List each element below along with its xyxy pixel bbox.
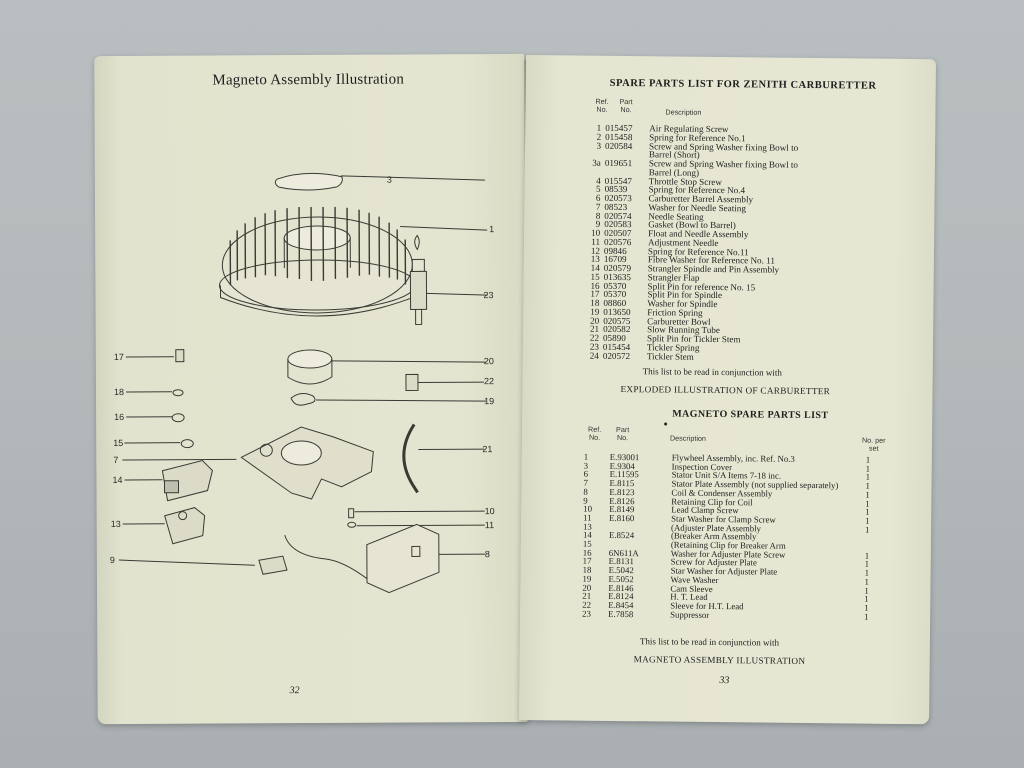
ref-no: 10 <box>583 503 593 514</box>
description: Tickler Spring <box>646 342 700 353</box>
ref-no: 19 <box>582 573 592 584</box>
description: Stator Plate Assembly (not supplied separately) <box>671 478 839 491</box>
ref-no: 16 <box>590 280 600 291</box>
ref-no: 20 <box>582 582 592 593</box>
qty: 1 <box>865 454 871 465</box>
qty: 1 <box>864 550 870 561</box>
qty: 1 <box>865 463 871 474</box>
part-no: 020575 <box>603 315 631 326</box>
left-page <box>94 54 527 724</box>
table-row <box>583 351 796 362</box>
part-no: 020574 <box>604 210 632 221</box>
callout-3: 3 <box>386 174 392 185</box>
ref-no: 8 <box>583 486 588 497</box>
description: Washer for Spindle <box>647 298 718 310</box>
part-no: 013635 <box>603 271 632 282</box>
qty: 1 <box>864 567 870 578</box>
part-no: 05370 <box>603 280 627 291</box>
ref-no: 8 <box>595 210 601 221</box>
ref-no: 2 <box>596 131 602 142</box>
sleeve-drawing <box>406 374 418 390</box>
part-no: 013650 <box>603 306 631 317</box>
description: Spring for Reference No.11 <box>647 245 749 257</box>
ref-no: 3 <box>596 140 602 151</box>
description: Flywheel Assembly, inc. Ref. No.3 <box>671 452 795 464</box>
part-no: E.8115 <box>609 478 635 489</box>
description: Adjustment Needle <box>647 237 719 248</box>
qty: 1 <box>865 506 870 517</box>
part-no: 015457 <box>605 122 633 134</box>
description: Spring for Reference No.4 <box>648 184 746 196</box>
callout-16: 16 <box>114 411 125 423</box>
mag-header-qty-line1: No. per <box>861 435 886 445</box>
description: (Adjuster Plate Assembly <box>671 522 762 534</box>
description: Coil & Condenser Assembly <box>671 487 773 499</box>
part-no: 09846 <box>603 245 627 256</box>
lead-clamp-screw-drawing <box>349 509 354 518</box>
carburetter-list-title: SPARE PARTS LIST FOR ZENITH CARBURETTER <box>609 77 877 92</box>
magneto-list-title: MAGNETO SPARE PARTS LIST <box>672 408 829 422</box>
callout-22: 22 <box>483 376 495 387</box>
callout-15: 15 <box>113 437 124 449</box>
callout-20: 20 <box>483 356 494 367</box>
stator-plate-drawing <box>241 427 373 500</box>
description: Sleeve for H.T. Lead <box>670 600 744 612</box>
ref-no: 11 <box>583 512 592 523</box>
description: Carburetter Barrel Assembly <box>648 193 754 205</box>
callout-1: 1 <box>489 224 495 235</box>
ht-lead-drawing <box>404 424 418 492</box>
callout-23: 23 <box>483 290 494 301</box>
description: Split Pin for reference No. 15 <box>647 280 756 292</box>
part-no: E.5052 <box>608 573 634 584</box>
callout-10: 10 <box>484 506 495 517</box>
carb-header-ref-line2: No. <box>596 104 608 114</box>
description: Fibre Washer for Reference No. 11 <box>647 254 775 266</box>
cam-sleeve-drawing <box>288 349 486 384</box>
part-no: 16709 <box>603 254 627 265</box>
carburetter-reference: EXPLODED ILLUSTRATION OF CARBURETTER <box>620 384 831 397</box>
description: Strangler Flap <box>647 272 700 283</box>
description: Gasket (Bowl to Barrel) <box>648 219 736 231</box>
qty: 1 <box>865 489 870 500</box>
part-no: E.8454 <box>608 599 634 611</box>
carb-header-part-line2: No. <box>620 104 632 115</box>
description: Split Pin for Spindle <box>647 289 723 301</box>
table-row <box>582 608 869 622</box>
inspection-cover-drawing <box>275 173 342 190</box>
mag-header-ref <box>588 426 601 442</box>
part-no: 6N611A <box>608 547 639 558</box>
description: (Breaker Arm Assembly <box>670 530 757 542</box>
description: Inspection Cover <box>671 461 733 472</box>
ref-no: 3 <box>583 460 589 471</box>
coil-condenser-drawing <box>285 524 485 593</box>
description: Retaining Clip for Coil <box>671 496 753 507</box>
mag-header-desc: Description <box>669 433 706 443</box>
star-washer-11-drawing <box>348 522 356 527</box>
description: Cam Sleeve <box>670 583 713 594</box>
wave-washer-drawing <box>291 393 315 405</box>
part-no: E.8146 <box>608 582 634 593</box>
callout-18: 18 <box>113 386 125 398</box>
ref-no: 24 <box>589 350 599 361</box>
description: Star Washer for Adjuster Plate <box>670 565 778 577</box>
ref-no: 7 <box>583 477 588 488</box>
description: Barrel (Short) <box>648 149 700 161</box>
qty: 1 <box>864 593 869 604</box>
description: Friction Spring <box>647 307 703 318</box>
part-no: E.8126 <box>609 495 635 506</box>
part-no: E.8149 <box>609 504 635 515</box>
suppressor-drawing <box>410 235 487 324</box>
callout-9: 9 <box>109 555 115 566</box>
right-page <box>519 55 936 724</box>
carb-header-part <box>619 98 632 114</box>
part-no: 08860 <box>603 297 627 309</box>
carburetter-parts-table <box>583 124 799 362</box>
part-no: E.7858 <box>608 608 634 619</box>
page-number-left: 32 <box>289 685 300 697</box>
ref-no: 21 <box>589 323 600 335</box>
ref-no: 6 <box>583 469 589 480</box>
mag-header-part-line2: No. <box>616 432 629 443</box>
ref-no: 16 <box>582 547 592 558</box>
ref-no: 1 <box>596 122 602 133</box>
mag-header-part <box>616 426 629 442</box>
ref-no: 3a <box>592 157 601 168</box>
screw-17-drawing <box>176 350 184 362</box>
part-no: 019651 <box>604 157 633 169</box>
qty: 1 <box>865 471 871 483</box>
ref-no: 6 <box>595 192 601 203</box>
description: Tickler Stem <box>646 350 694 362</box>
part-no: E.8524 <box>608 530 635 541</box>
description: Suppressor <box>670 609 710 620</box>
description: Slow Running Tube <box>647 324 720 336</box>
clip-15-drawing <box>181 440 193 448</box>
ref-no: 9 <box>595 218 601 230</box>
ref-no: 1 <box>583 451 589 462</box>
description: Stator Unit S/A Items 7-18 inc. <box>671 469 782 482</box>
magneto-exploded-diagram <box>94 54 527 724</box>
description: Throttle Stop Screw <box>648 175 722 187</box>
qty: 1 <box>864 559 870 570</box>
qty: 1 <box>864 602 869 613</box>
washer-18-drawing <box>173 390 183 396</box>
ref-no: 14 <box>582 529 592 541</box>
description: H. T. Lead <box>670 591 708 603</box>
part-no: E.8160 <box>609 512 635 524</box>
washer-16-drawing <box>172 414 184 422</box>
part-no: E.8124 <box>608 591 634 602</box>
part-no: 015547 <box>604 175 633 186</box>
description: (Retaining Clip for Breaker Arm <box>670 539 786 551</box>
ref-no: 22 <box>582 599 592 610</box>
breaker-arm-14-drawing <box>162 461 212 501</box>
part-no: 020584 <box>605 140 633 151</box>
mag-header-ref-line1: Ref. <box>588 424 602 434</box>
mag-header-ref-line2: No. <box>588 432 601 442</box>
ref-no: 19 <box>590 306 600 317</box>
ref-no: 9 <box>583 495 588 506</box>
part-no: 020582 <box>603 324 631 335</box>
part-no: E.8131 <box>608 556 634 567</box>
ref-no: 10 <box>590 227 601 238</box>
description: Star Washer for Clamp Screw <box>671 513 776 525</box>
callout-11: 11 <box>484 520 495 531</box>
part-no: 020507 <box>604 227 632 239</box>
qty: 1 <box>865 515 870 526</box>
qty: 1 <box>864 611 869 622</box>
description: Washer for Needle Seating <box>648 202 746 214</box>
mag-header-qty-line2: set <box>868 443 879 453</box>
magneto-reference: MAGNETO ASSEMBLY ILLUSTRATION <box>633 654 806 666</box>
magneto-parts-table <box>582 451 871 622</box>
magneto-note: This list to be read in conjunction with <box>639 636 780 648</box>
carb-header-ref-line1: Ref. <box>595 96 609 106</box>
ref-no: 17 <box>590 288 600 300</box>
ref-no: 23 <box>589 341 600 352</box>
part-no: 08539 <box>604 184 628 195</box>
qty: 1 <box>865 498 870 509</box>
part-no: 015458 <box>605 131 633 142</box>
description: Spring for Reference No.1 <box>649 132 746 144</box>
ref-no: 20 <box>590 315 600 326</box>
ref-no: 13 <box>590 253 600 265</box>
callout-17: 17 <box>113 351 124 363</box>
part-no: 020583 <box>604 219 632 230</box>
part-no: 08523 <box>604 201 628 212</box>
description: Split Pin for Tickler Stem <box>646 333 741 345</box>
ref-no: 14 <box>590 262 600 273</box>
description: Float and Needle Assembly <box>648 228 749 240</box>
ref-no: 18 <box>590 297 600 308</box>
description: Wave Washer <box>670 574 719 585</box>
qty: 1 <box>865 524 870 535</box>
part-no: E.8123 <box>609 486 635 497</box>
carb-header-desc: Description <box>665 107 702 117</box>
illustration-title: Magneto Assembly Illustration <box>212 71 405 89</box>
ref-no: 11 <box>591 236 601 247</box>
adjuster-plate-13-drawing <box>165 508 205 544</box>
mag-header-qty <box>862 437 886 453</box>
description: Barrel (Long) <box>648 167 700 178</box>
flywheel-drawing <box>219 206 488 316</box>
ref-no: 21 <box>582 590 592 601</box>
mag-header-part-line1: Part <box>616 424 630 435</box>
qty: 1 <box>865 480 870 491</box>
print-speck <box>664 422 667 425</box>
ref-no: 17 <box>582 556 592 567</box>
page-number-right: 33 <box>719 675 730 687</box>
callout-14: 14 <box>112 474 123 486</box>
description: Screw for Adjuster Plate <box>670 556 757 568</box>
description: Washer for Adjuster Plate Screw <box>670 548 786 560</box>
ref-no: 7 <box>595 201 601 212</box>
part-no: 05890 <box>602 332 626 344</box>
ref-no: 5 <box>596 183 601 195</box>
ref-no: 15 <box>582 538 592 549</box>
part-no: 020576 <box>603 236 632 247</box>
description: Carburetter Bowl <box>647 315 711 327</box>
ref-no: 12 <box>590 245 601 256</box>
description: Screw and Spring Washer fixing Bowl to <box>649 140 799 153</box>
part-no: E.93001 <box>609 451 640 463</box>
description: Lead Clamp Screw <box>671 504 739 516</box>
qty: 1 <box>864 585 869 596</box>
callout-13: 13 <box>110 518 121 530</box>
part-no: 05370 <box>603 289 627 300</box>
part-no: 015454 <box>602 341 631 352</box>
part-no: 020579 <box>603 262 632 274</box>
qty: 1 <box>864 576 869 587</box>
part-no: 020572 <box>602 350 631 361</box>
part-no: E.9304 <box>609 460 635 471</box>
description: Strangler Spindle and Pin Assembly <box>647 263 780 275</box>
callout-21: 21 <box>482 444 493 455</box>
description: Needle Seating <box>648 210 704 222</box>
ref-no: 22 <box>589 332 600 343</box>
carb-header-part-line1: Part <box>619 96 633 107</box>
retaining-clip-9-drawing <box>259 556 287 574</box>
part-no: E.11595 <box>609 469 639 480</box>
description: Air Regulating Screw <box>649 123 729 135</box>
ref-no: 23 <box>582 608 592 619</box>
part-no: 020573 <box>604 192 632 204</box>
part-no: E.5042 <box>608 565 634 576</box>
callout-8: 8 <box>484 549 490 560</box>
ref-no: 13 <box>583 521 592 532</box>
carb-header-ref <box>595 98 608 114</box>
ref-no: 18 <box>582 564 592 575</box>
description: Screw and Spring Washer fixing Bowl to <box>648 158 799 170</box>
ref-no: 4 <box>596 175 601 186</box>
callout-7: 7 <box>113 455 119 466</box>
carburetter-note: This list to be read in conjunction with <box>642 366 782 378</box>
callout-19: 19 <box>484 396 495 407</box>
ref-no: 15 <box>590 271 600 282</box>
